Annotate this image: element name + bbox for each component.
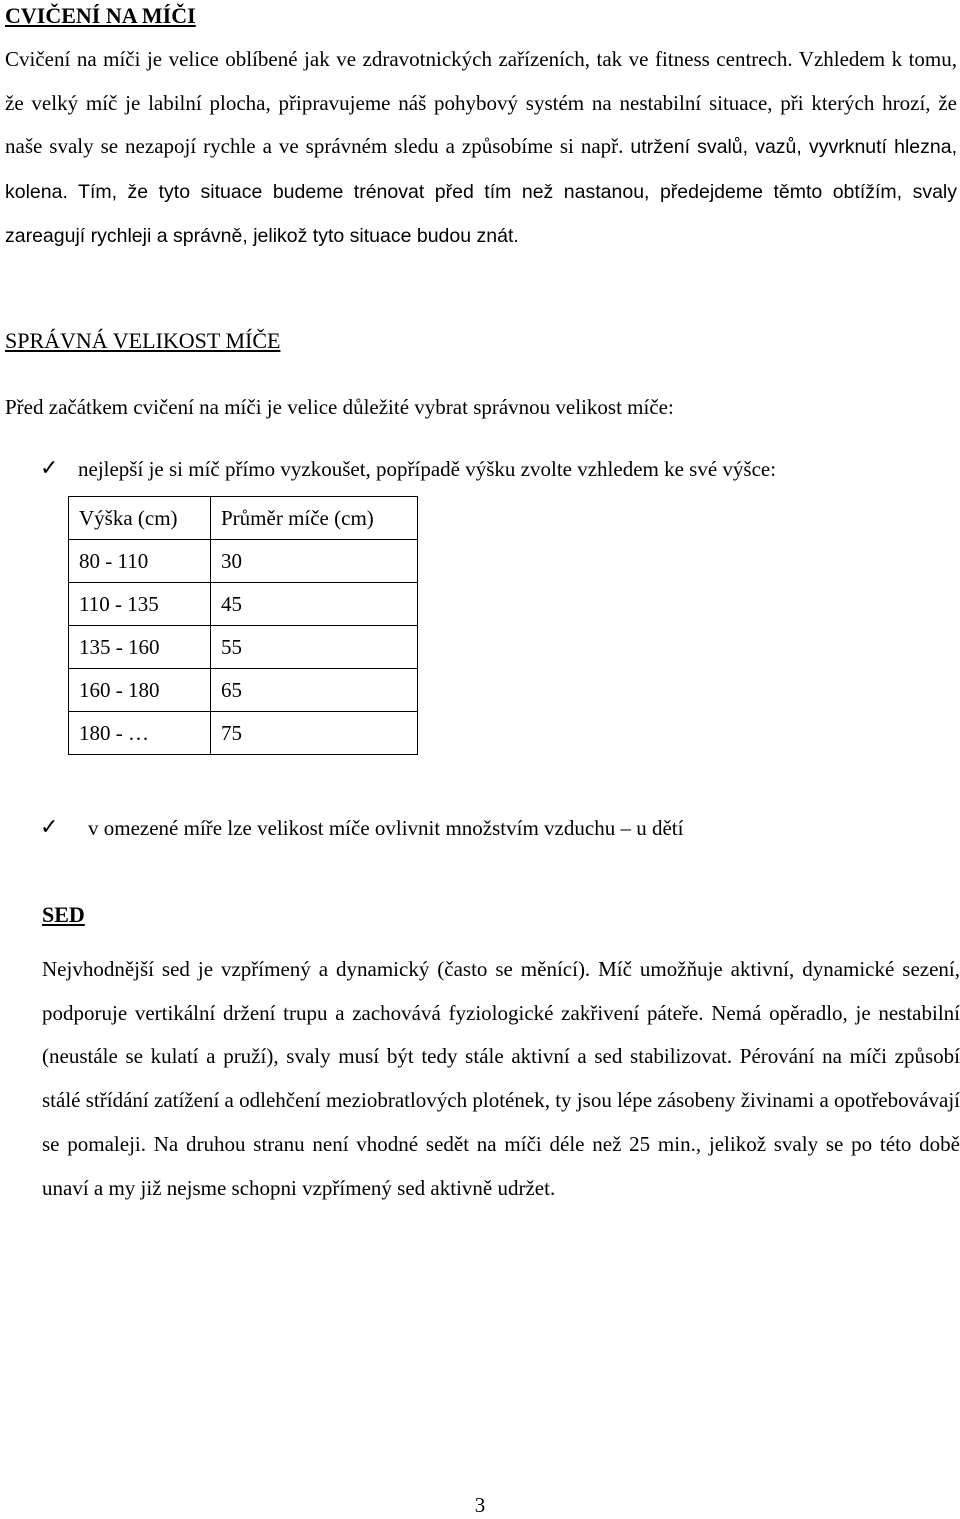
table-row bbox=[69, 583, 418, 626]
height-cell: 180 - … bbox=[69, 712, 211, 755]
ball-size-table bbox=[68, 496, 418, 755]
height-cell: 80 - 110 bbox=[69, 540, 211, 583]
header-height: Výška (cm) bbox=[69, 497, 211, 540]
table-row bbox=[69, 669, 418, 712]
page-number: 3 bbox=[474, 1493, 486, 1517]
diameter-cell: 65 bbox=[211, 669, 418, 712]
table-row bbox=[69, 626, 418, 669]
section-title-ball-size: SPRÁVNÁ VELIKOST MÍČE bbox=[5, 328, 281, 353]
height-cell: 160 - 180 bbox=[69, 669, 211, 712]
table-header-row bbox=[69, 497, 418, 540]
intro-text-part-2: utržení svalů, vazů, vyvrknutí hlezna, kolena. Tím, že tyto situace budeme trénovat před tím než nastanou, předejdeme těmto obtížím, svaly zareagují rychleji a správně, jelikož tyto situace budou znát. bbox=[5, 136, 957, 248]
diameter-cell: 45 bbox=[211, 583, 418, 626]
header-diameter: Průměr míče (cm) bbox=[211, 497, 418, 540]
diameter-cell: 75 bbox=[211, 712, 418, 755]
height-cell: 110 - 135 bbox=[69, 583, 211, 626]
ball-size-intro: Před začátkem cvičení na míči je velice důležité vybrat správnou velikost míče: bbox=[5, 395, 674, 419]
section-title-ball-exercise: CVIČENÍ NA MÍČI bbox=[5, 3, 196, 28]
bullet-text-2: v omezené míře lze velikost míče ovlivnit množstvím vzduchu – u dětí bbox=[88, 816, 684, 840]
height-cell: 135 - 160 bbox=[69, 626, 211, 669]
section-title-sitting: SED bbox=[42, 902, 85, 927]
bullet-text-1: nejlepší je si míč přímo vyzkoušet, popřípadě výšku zvolte vzhledem ke své výšce: bbox=[78, 457, 777, 481]
diameter-cell: 55 bbox=[211, 626, 418, 669]
diameter-cell: 30 bbox=[211, 540, 418, 583]
sitting-paragraph: Nejvhodnější sed je vzpřímený a dynamický (často se měnící). Míč umožňuje aktivní, dynamické sezení, podporuje vertikální držení trupu a zachovává fyziologické zakřivení páteře. Nemá opěradlo, je nestabilní (neustále se kulatí a pruží), svaly musí být tedy stále aktivní a sed stabilizovat. Pérování na míči způsobí stálé střídání zatížení a odlehčení meziobratlových plotének, ty jsou lépe zásobeny živinami a opotřebovávají se pomaleji. Na druhou stranu není vhodné sedět na míči déle než 25 min., jelikož svaly se po této době unaví a my již nejsme schopni vzpřímený sed aktivně udržet. bbox=[42, 957, 960, 1200]
checkmark-icon: ✓ bbox=[40, 814, 59, 839]
table-row bbox=[69, 540, 418, 583]
checkmark-icon: ✓ bbox=[40, 455, 59, 480]
intro-text-part-1: Cvičení na míči je velice oblíbené jak ve zdravotnických zařízeních, tak ve fitness centrech. Vzhledem k tomu, že velký míč je labilní plocha, připravujeme náš pohybový systém na nestabilní situace, při kterých hrozí, že naše svaly se nezapojí rychle a ve správném sledu a způsobíme si např. bbox=[5, 47, 957, 159]
table-row bbox=[69, 712, 418, 755]
intro-paragraph bbox=[5, 38, 957, 259]
